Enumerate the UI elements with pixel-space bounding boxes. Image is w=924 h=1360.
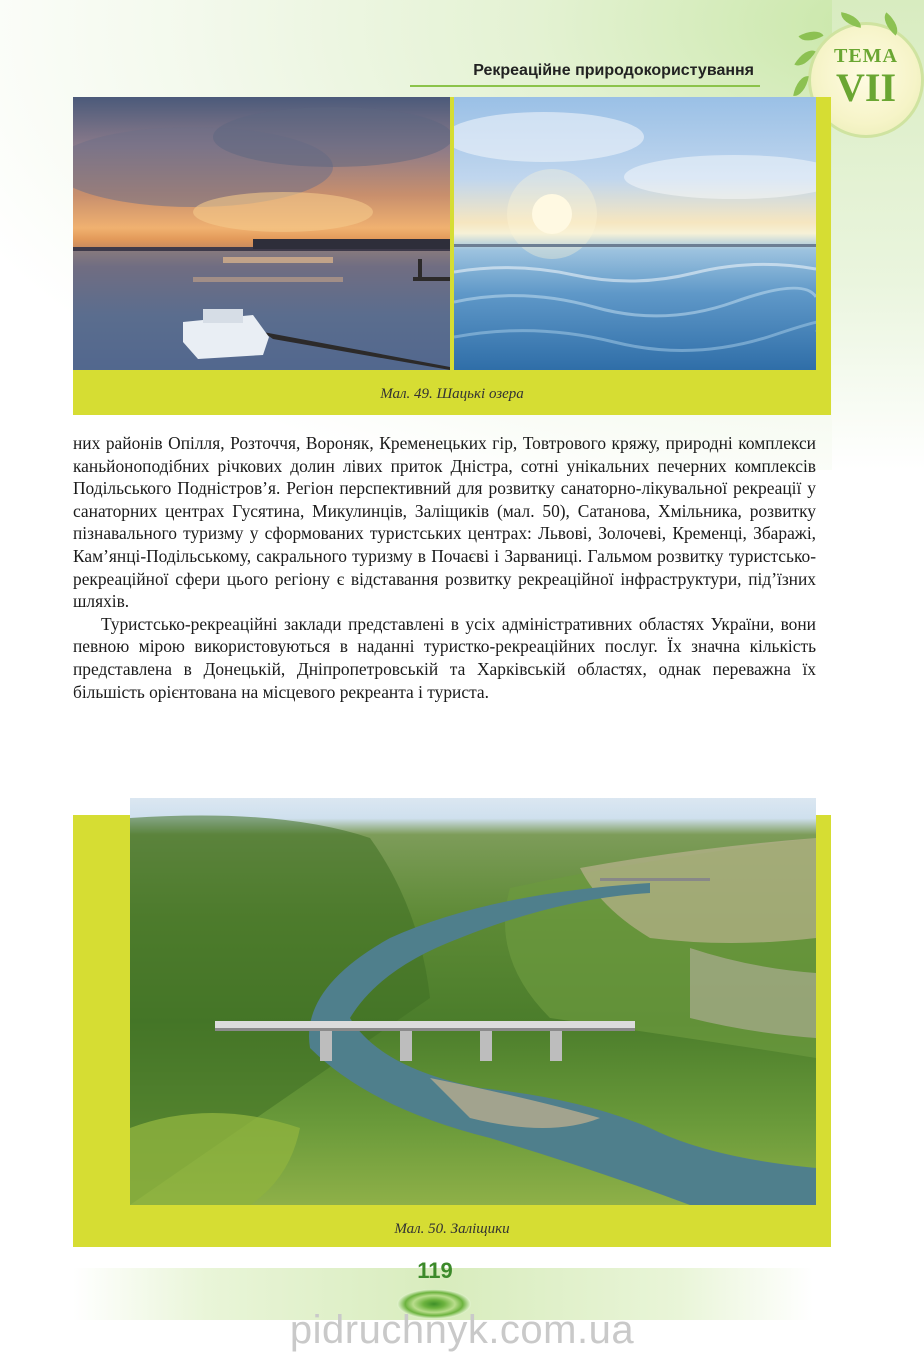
river-valley-illustration [130,798,816,1205]
lake-sunset-illustration [73,97,450,370]
figure-50-caption: Мал. 50. Заліщики [394,1221,510,1237]
river-valley-photo [130,798,816,1205]
lake-sea-illustration [454,97,816,370]
lake-sea-photo [454,97,816,370]
figure-49-caption: Мал. 49. Шацькі озера [380,386,524,402]
header-divider [410,85,760,87]
tema-number: VII [835,65,897,110]
body-text [73,432,816,703]
tema-label: ТЕМА [834,45,898,67]
page-number: 119 [417,1258,453,1283]
lake-sunset-photo [73,97,450,370]
running-head: Рекреаційне природокористування [473,62,754,79]
paragraph-2: Туристсько-рекреаційні заклади представлені в усіх адміністративних областях України, вони певною мірою використовуються в наданні туристко-рекреаційних послуг. Їх значна кількість представлена в Донецькій, Дніпропетровській та Харківській областях, однак переважна їх більшість орієнтована на місцевого рекреанта і туриста. [73,613,816,702]
paragraph-1: них районів Опілля, Розточчя, Вороняк, Кременецьких гір, Товтрового кряжу, природні комплекси каньйоноподібних річкових долин лівих приток Дністра, сотні унікальних печерних комплексів Подільського Подністров’я. Регіон перспективний для розвитку санаторно-лікувальної рекреації у санаторних центрах Гусятина, Микулинців, Заліщиків (мал. 50), Сатанова, Хмільника, розвитку пізнавального туризму у сформованих туристських центрах: Львові, Золочеві, Кременці, Збаражі, Кам’янці-Подільському, сакрального туризму в Почаєві і Зарваниці. Гальмом розвитку туристсько-рекреаційної сфери цього регіону є відставання розвитку рекреаційної інфраструктури, під’їзних шляхів. [73,433,816,612]
watermark: pidruchnyk.com.ua [289,1308,635,1352]
